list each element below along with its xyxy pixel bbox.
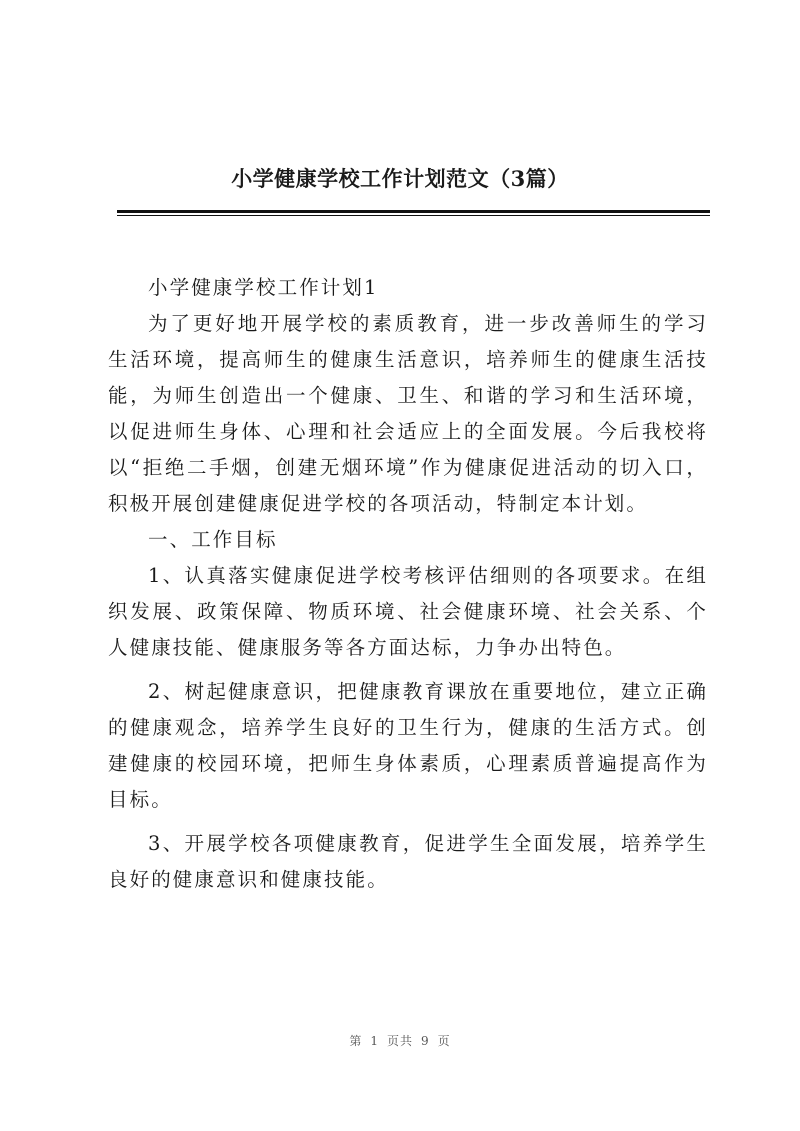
section-heading-plan-1: 小学健康学校工作计划1 (148, 276, 379, 299)
total-pages-number: 9 (421, 1034, 430, 1048)
title-divider-thin (117, 215, 710, 216)
title-divider-thick (117, 210, 710, 213)
document-body (108, 270, 708, 898)
document-title: 小学健康学校工作计划范文（3篇） (231, 166, 569, 191)
paragraph-goal-1: 1、认真落实健康促进学校考核评估细则的各项要求。在组织发展、政策保障、物质环境、社会健康环境、社会关系、个人健康技能、健康服务等各方面达标，力争办出特色。 (108, 564, 708, 659)
paragraph-goal-3: 3、开展学校各项健康教育，促进学生全面发展，培养学生良好的健康意识和健康技能。 (108, 832, 708, 891)
page-footer (0, 1032, 800, 1049)
page-label-mid: 页共 (386, 1034, 413, 1048)
current-page-number: 1 (370, 1034, 379, 1048)
page-label-suffix: 页 (437, 1034, 451, 1048)
page-label-prefix: 第 (349, 1034, 363, 1048)
paragraph-intro: 为了更好地开展学校的素质教育，进一步改善师生的学习生活环境，提高师生的健康生活意识，培养师生的健康生活技能，为师生创造出一个健康、卫生、和谐的学习和生活环境，以促进师生身体、心理和社会适应上的全面发展。今后我校将以“拒绝二手烟，创建无烟环境”作为健康促进活动的切入口，积极开展创建健康促进学校的各项活动，特制定本计划。 (108, 312, 708, 515)
paragraph-goal-2: 2、树起健康意识，把健康教育课放在重要地位，建立正确的健康观念，培养学生良好的卫生行为，健康的生活方式。创建健康的校园环境，把师生身体素质，心理素质普遍提高作为目标。 (108, 680, 708, 811)
section-heading-goals: 一、工作目标 (148, 528, 278, 551)
